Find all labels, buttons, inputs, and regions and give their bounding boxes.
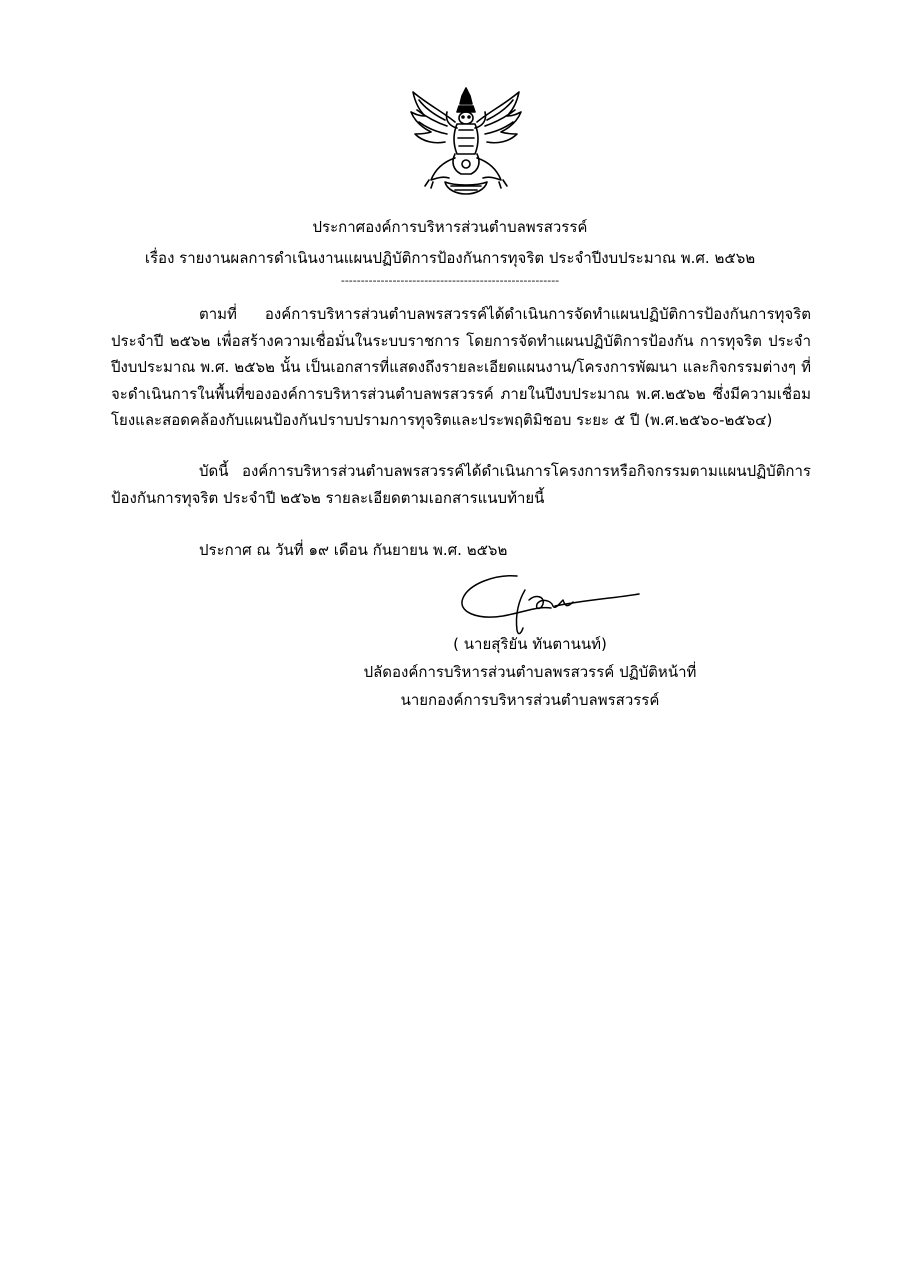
body-paragraph-2: บัดนี้ องค์การบริหารส่วนตำบลพรสวรรค์ได้ดำเนินการโครงการหรือกิจกรรมตามแผนปฏิบัติการป้องกันการทุจริต ประจำปี ๒๕๖๒ รายละเอียดตามเอกสารแนบท้ายนี้	[111, 462, 811, 507]
title-divider: -------------------------------------------------------	[340, 274, 560, 287]
signatory-position: ปลัดองค์การบริหารส่วนตำบลพรสวรรค์ ปฏิบัติหน้าที่	[363, 663, 697, 681]
garuda-emblem-icon	[405, 82, 527, 200]
handwritten-signature	[455, 570, 645, 640]
signatory-name: ( นายสุริยัน ทันตานนท์)	[453, 635, 607, 653]
body-paragraph-1: ตามที่ องค์การบริหารส่วนตำบลพรสวรรค์ได้ดำเนินการจัดทำแผนปฏิบัติการป้องกันการทุจริต ประจำปี ๒๕๖๒ เพื่อสร้างความเชื่อมั่นในระบบราชการ โดยการจัดทำแผนปฏิบัติการป้องกัน การทุจริต ประจำปีงบประมาณ พ.ศ. ๒๕๖๒ นั้น เป็นเอกสารที่แสดงถึงรายละเอียดแผนงาน/โครงการพัฒนา และกิจกรรมต่างๆ ที่จะดำเนินการในพื้นที่ขององค์การบริหารส่วนตำบลพรสวรรค์ ภายในปีงบประมาณ พ.ศ.๒๕๖๒ ซึ่งมีความเชื่อมโยงและสอดคล้องกับแผนป้องกันปราบปรามการทุจริตและประพฤติมิชอบ ระยะ ๕ ปี (พ.ศ.๒๕๖๐-๒๕๖๔)	[111, 305, 811, 429]
announcement-date: ประกาศ ณ วันที่ ๑๙ เดือน กันยายน พ.ศ. ๒๕๖๒	[199, 541, 508, 559]
signatory-acting-for: นายกองค์การบริหารส่วนตำบลพรสวรรค์	[400, 691, 660, 709]
document-subject: เรื่อง รายงานผลการดำเนินงานแผนปฏิบัติการป้องกันการทุจริต ประจำปีงบประมาณ พ.ศ. ๒๕๖๒	[144, 249, 756, 267]
document-title: ประกาศองค์การบริหารส่วนตำบลพรสวรรค์	[312, 218, 588, 236]
